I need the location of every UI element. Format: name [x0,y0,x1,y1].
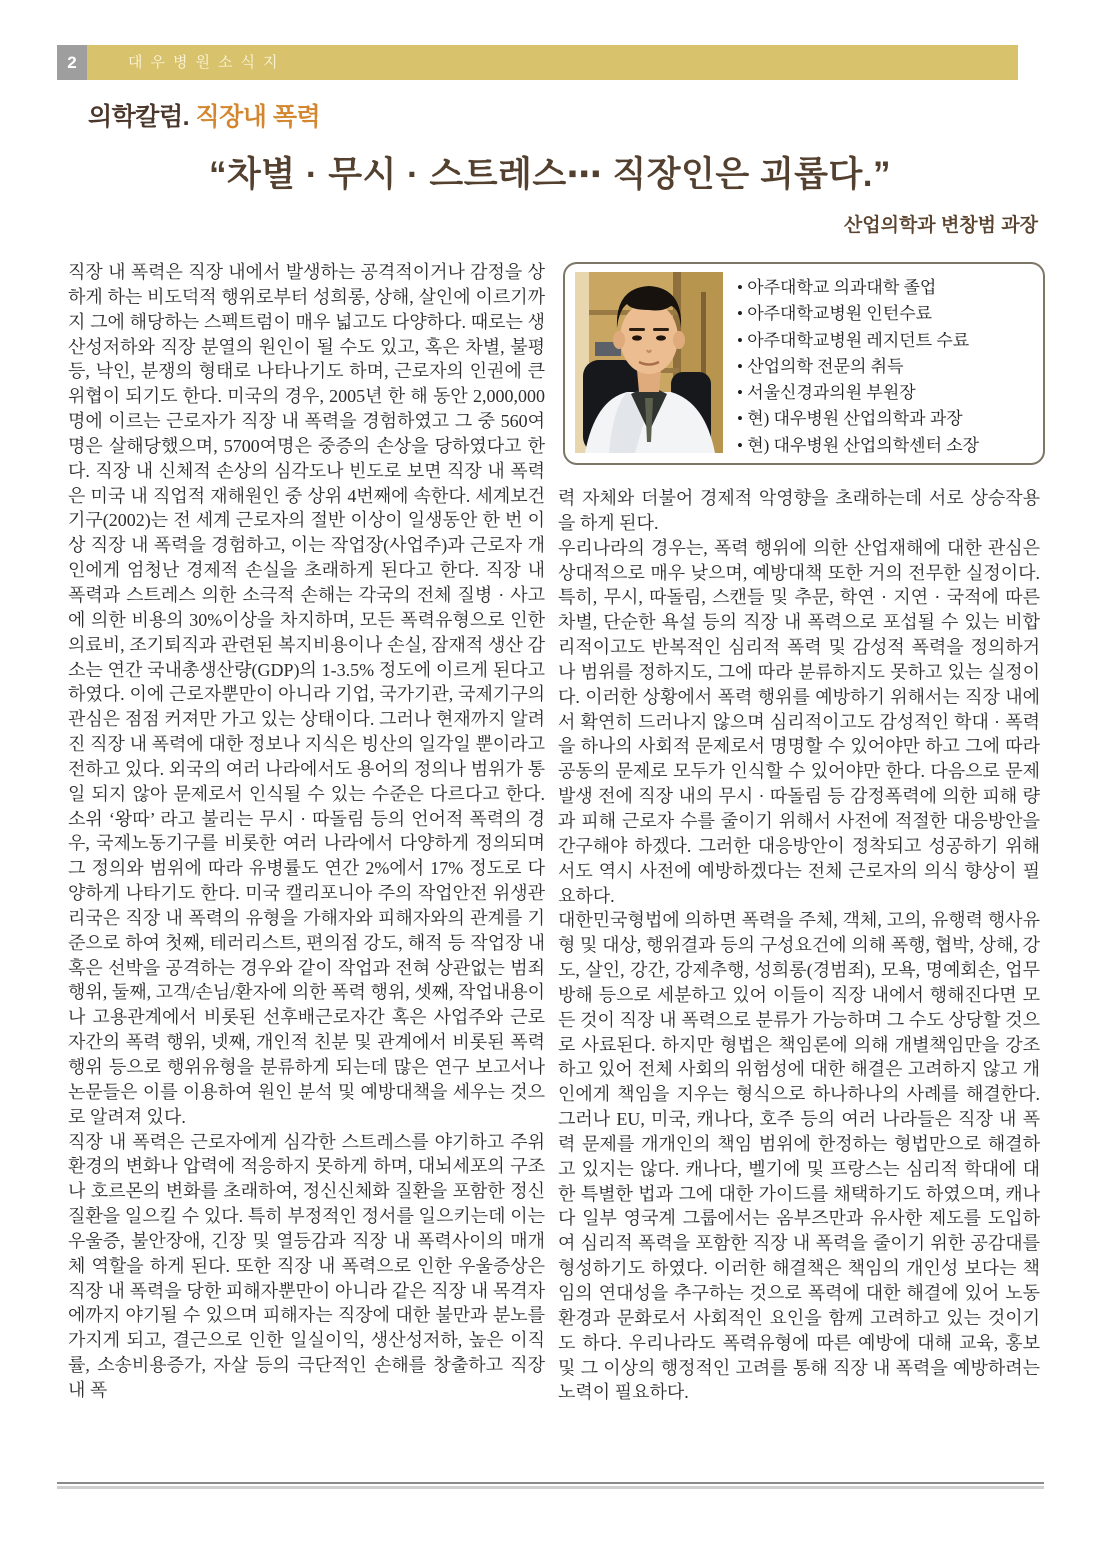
body-paragraph: 직장 내 폭력은 직장 내에서 발생하는 공격적이거나 감정을 상하게 하는 비도덕적 행위로부터 성희롱, 상해, 살인에 이르기까지 그에 해당하는 스펙트럼이 매우 넓고도 다양하다. 때로는 생산성저하와 직장 분열의 원인이 될 수도 있고, 혹은 차별, 불평등, 낙인, 분쟁의 형태로 나타나기도 하며, 근로자의 인권에 큰 위협이 되기도 한다. 미국의 경우, 2005년 한 해 동안 2,000,000명에 이르는 근로자가 직장 내 폭력을 경험하였고 그 중 560여명은 살해당했으며, 5700여명은 중증의 손상을 당하였다고 한다. 직장 내 신체적 손상의 심각도나 빈도로 보면 직장 내 폭력은 미국 내 직업적 재해원인 중 상위 4번째에 속한다. 세계보건기구(2002)는 전 세계 근로자의 절반 이상이 일생동안 한 번 이상 직장 내 폭력을 경험하고, 이는 작업장(사업주)과 근로자 개인에게 엄청난 경제적 손실을 초래하게 된다고 한다. 직장 내 폭력과 스트레스 의한 소극적 손해는 각국의 전체 질병 · 사고에 의한 비용의 30%이상을 차지하며, 모든 폭력유형으로 인한 의료비, 조기퇴직과 관련된 복지비용이나 손실, 잠재적 생산 감소는 연간 국내총생산량(GDP)의 1-3.5% 정도에 이르게 된다고 하였다. 이에 근로자뿐만이 아니라 기업, 국가기관, 국제기구의 관심은 점점 커져만 가고 있는 상태이다. 그러나 현재까지 알려진 직장 내 폭력에 대한 정보나 지식은 빙산의 일각일 뿐이라고 전하고 있다. 외국의 여러 나라에서도 용어의 정의나 범위가 통일 되지 않아 문제로서 인식될 수 있는 수준은 다르다고 한다. 소위 ‘왕따’ 라고 불리는 무시 · 따돌림 등의 언어적 폭력의 경우, 국제노동기구를 비롯한 여러 나라에서 다양하게 정의되며 그 정의와 범위에 따라 유병률도 연간 2%에서 17% 정도로 다양하게 나타기도 한다. 미국 캘리포니아 주의 작업안전 위생관리국은 직장 내 폭력의 유형을 가해자와 피해자와의 관계를 기준으로 하여 첫째, 테러리스트, 편의점 강도, 해적 등 작업장 내 혹은 선박을 공격하는 경우와 같이 작업과 전혀 상관없는 범죄행위, 둘째, 고객/손님/환자에 의한 폭력 행위, 셋째, 작업내용이나 고용관계에서 비롯된 선후배근로자간 혹은 사업주와 근로자간의 폭력 행위, 넷째, 개인적 친분 및 관계에서 비롯된 폭력 행위 등으로 행위유형을 분류하게 되는데 많은 연구 보고서나 논문들은 이를 이용하여 원인 분석 및 예방대책을 세우는 것으로 알려져 있다. [68,262,545,1127]
footer-divider [57,1482,1044,1486]
doctor-portrait-photo [575,272,723,453]
credential-item: • 현) 대우병원 산업의학과 과장 [737,406,979,432]
section-topic: 직장내 폭력 [189,103,321,131]
byline: 산업의학과 변창범 과장 [843,215,1038,236]
body-paragraph: 우리나라의 경우는, 폭력 행위에 의한 산업재해에 대한 관심은 상대적으로 매우 낮으며, 예방대책 또한 거의 전무한 실정이다. 특히, 무시, 따돌림, 스캔들 및 추문, 학연 · 지연 · 국적에 따른 차별, 단순한 욕설 등의 직장 내 폭력으로 포섭될 수 있는 비합리적이고도 반복적인 심리적 폭력 및 감성적 폭력을 정의하거나 범위를 정하지도, 그에 따라 분류하지도 못하고 있는 실정이다. 이러한 상황에서 폭력 행위를 예방하기 위해서는 직장 내에서 확연히 드러나지 않으며 심리적이고도 감성적인 학대 · 폭력을 하나의 사회적 문제로서 명명할 수 있어야만 하고 그에 따라 공동의 문제로 모두가 인식할 수 있어야만 한다. 다음으로 문제 발생 전에 직장 내의 무시 · 따돌림 등 감정폭력에 의한 피해 량과 피해 근로자 수를 줄이기 위해서 사전에 적절한 대응방안을 간구해야 하겠다. 그러한 대응방안이 정착되고 성공하기 위해서도 역시 사전에 예방하겠다는 전체 근로자의 의식 향상이 필요하다. [558,537,1040,906]
body-paragraph: 직장 내 폭력은 근로자에게 심각한 스트레스를 야기하고 주위환경의 변화나 압력에 적응하지 못하게 하며, 대뇌세포의 구조나 호르몬의 변화를 초래하여, 정신신체화 질환을 포함한 정신질환을 일으킬 수 있다. 특히 부정적인 정서를 일으키는데 이는 우울증, 불안장애, 긴장 및 열등감과 직장 내 폭력사이의 매개체 역할을 하게 된다. 또한 직장 내 폭력으로 인한 우울증상은 직장 내 폭력을 당한 피해자뿐만이 아니라 같은 직장 내 목격자에까지 야기될 수 있으며 피해자는 직장에 대한 불만과 분노를 가지게 되고, 결근으로 인한 일실이익, 생산성저하, 높은 이직률, 소송비용증가, 자살 등의 극단적인 손해를 창출하고 직장 내 폭 [68,1131,545,1400]
body-paragraph: 력 자체와 더불어 경제적 악영향을 초래하는데 서로 상승작용을 하게 된다. [558,488,1040,533]
credentials-list [737,275,979,459]
credential-item: • 아주대학교 의과대학 졸업 [737,275,979,301]
headline: “차별 · 무시 · 스트레스⋯ 직장인은 괴롭다.” [208,155,892,194]
page-number: 2 [57,45,87,80]
credential-item: • 서울신경과의원 부원장 [737,380,979,406]
body-paragraph: 대한민국형법에 의하면 폭력을 주체, 객체, 고의, 유행력 행사유형 및 대상, 행위결과 등의 구성요건에 의해 폭행, 협박, 상해, 강도, 살인, 강간, 강제추행, 성희롱(경범죄), 모욕, 명예회손, 업무방해 등으로 세분하고 있어 이들이 직장 내에서 행해진다면 모든 것이 직장 내 폭력으로 분류가 가능하며 그 수도 상당할 것으로 사료된다. 하지만 형법은 책임론에 의해 개별책임만을 강조하고 있어 전체 사회의 위험성에 대한 해결은 고려하지 않고 개인에게 책임을 지우는 형식으로 하나하나의 사례를 해결한다. 그러나 EU, 미국, 캐나다, 호주 등의 여러 나라들은 직장 내 폭력 문제를 개개인의 책임 범위에 한정하는 형법만으로 해결하고 있지는 않다. 캐나다, 벨기에 및 프랑스는 심리적 학대에 대한 특별한 법과 그에 대한 가이드를 채택하기도 하였으며, 캐나다 일부 영국계 그룹에서는 옴부즈만과 유사한 제도를 도입하여 심리적 폭력을 포함한 직장 내 폭력을 줄이기 위한 공감대를 형성하기도 하였다. 이러한 해결책은 책임의 개인성 보다는 책임의 연대성을 추구하는 것으로 폭력에 대한 해결에 있어 노동환경과 문화로서 사회적인 요인을 함께 고려하고 있는 것이기도 하다. 우리나라도 폭력유형에 따른 예방에 대해 교육, 홍보 및 그 이상의 행정적인 고려를 통해 직장 내 폭력을 예방하려는 노력이 필요하다. [558,910,1040,1403]
author-profile-box [563,262,1045,465]
page-header-bar [57,45,1018,80]
credential-item: • 산업의학 전문의 취득 [737,354,979,380]
article-left-column [68,260,545,1403]
credential-item: • 아주대학교병원 레지던트 수료 [737,328,979,354]
doctor-portrait-illustration [575,272,723,453]
newsletter-title: 대우병원소식지 [87,45,1018,80]
section-name: 의학칼럼. [88,103,190,131]
credential-item: • 현) 대우병원 산업의학센터 소장 [737,433,979,459]
credential-item: • 아주대학교병원 인턴수료 [737,301,979,327]
section-label [88,97,320,133]
article-right-column [558,486,1040,1405]
